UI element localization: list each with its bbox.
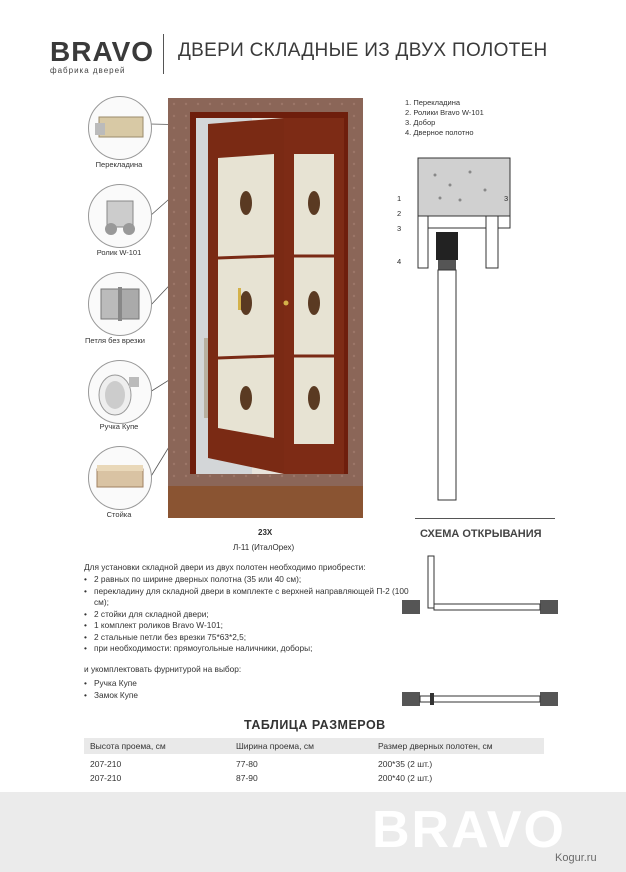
marker-3-right: 3 bbox=[504, 194, 509, 203]
list-item: • 2 равных по ширине дверных полотна (35 или 40 см); bbox=[84, 574, 414, 586]
footer-logo: BRAVO bbox=[372, 801, 566, 859]
model-code: Л-11 (ИталОрех) bbox=[233, 543, 295, 552]
callout-label: Ролик W-101 bbox=[96, 248, 142, 257]
table-header-cell: Высота проема, см bbox=[90, 741, 166, 751]
table-cell: 77-80 bbox=[236, 759, 258, 769]
legend-list bbox=[405, 98, 484, 138]
list-item: • 1 комплект роликов Bravo W-101; bbox=[84, 620, 414, 632]
post-icon bbox=[88, 446, 152, 510]
legend-item: 3. Добор bbox=[405, 118, 436, 127]
scheme-title: СХЕМА ОТКРЫВАНИЯ bbox=[420, 528, 542, 540]
list-item: • 2 стойки для складной двери; bbox=[84, 609, 414, 621]
page-title: ДВЕРИ СКЛАДНЫЕ ИЗ ДВУХ ПОЛОТЕН bbox=[178, 40, 548, 61]
brand-logo: BRAVO bbox=[50, 36, 155, 67]
legend-item: 2. Ролики Bravo W-101 bbox=[405, 108, 484, 117]
list-item: • Ручка Купе bbox=[84, 678, 414, 690]
cross-section-diagram bbox=[390, 150, 530, 510]
table-cell: 207-210 bbox=[90, 759, 122, 769]
table-cell: 207-210 bbox=[90, 773, 122, 783]
table-header-cell: Ширина проема, см bbox=[236, 741, 314, 751]
handle-icon bbox=[88, 360, 152, 424]
intro-text-2: и укомплектовать фурнитурой на выбор: bbox=[84, 664, 242, 674]
legend-item: 1. Перекладина bbox=[405, 98, 461, 107]
callout-label: Стойка bbox=[106, 510, 132, 519]
marker-2: 2 bbox=[397, 209, 402, 218]
intro-text: Для установки складной двери из двух полотен необходимо приобрести: bbox=[84, 562, 366, 572]
callout-label: Перекладина bbox=[95, 160, 143, 169]
list-item: • при необходимости: прямоугольные наличники, доборы; bbox=[84, 643, 414, 655]
brand-subtitle: фабрика дверей bbox=[50, 66, 126, 75]
scheme-divider bbox=[415, 518, 555, 519]
legend-item: 4. Дверное полотно bbox=[405, 128, 474, 137]
marker-3: 3 bbox=[397, 224, 402, 233]
callout-label: Петля без врезки bbox=[85, 336, 145, 345]
table-cell: 200*40 (2 шт.) bbox=[378, 773, 433, 783]
opening-scheme bbox=[400, 548, 560, 720]
requirements-list bbox=[84, 574, 414, 655]
list-item: • перекладину для складной двери в комплекте с верхней направляющей П-2 (100 см); bbox=[84, 586, 414, 609]
table-title: ТАБЛИЦА РАЗМЕРОВ bbox=[244, 718, 386, 732]
hinge-icon bbox=[88, 272, 152, 336]
watermark: Kogur.ru bbox=[555, 852, 597, 864]
table-header-cell: Размер дверных полотен, см bbox=[378, 741, 493, 751]
crossbar-icon bbox=[88, 96, 152, 160]
table-cell: 200*35 (2 шт.) bbox=[378, 759, 433, 769]
callout-label: Ручка Купе bbox=[99, 422, 139, 431]
marker-4: 4 bbox=[397, 257, 402, 266]
list-item: • Замок Купе bbox=[84, 690, 414, 702]
marker-1: 1 bbox=[397, 194, 402, 203]
door-photo bbox=[168, 98, 363, 518]
table-cell: 87-90 bbox=[236, 773, 258, 783]
list-item: • 2 стальные петли без врезки 75*63*2,5; bbox=[84, 632, 414, 644]
roller-icon bbox=[88, 184, 152, 248]
options-list bbox=[84, 678, 414, 701]
model-name: 23Х bbox=[258, 528, 273, 537]
